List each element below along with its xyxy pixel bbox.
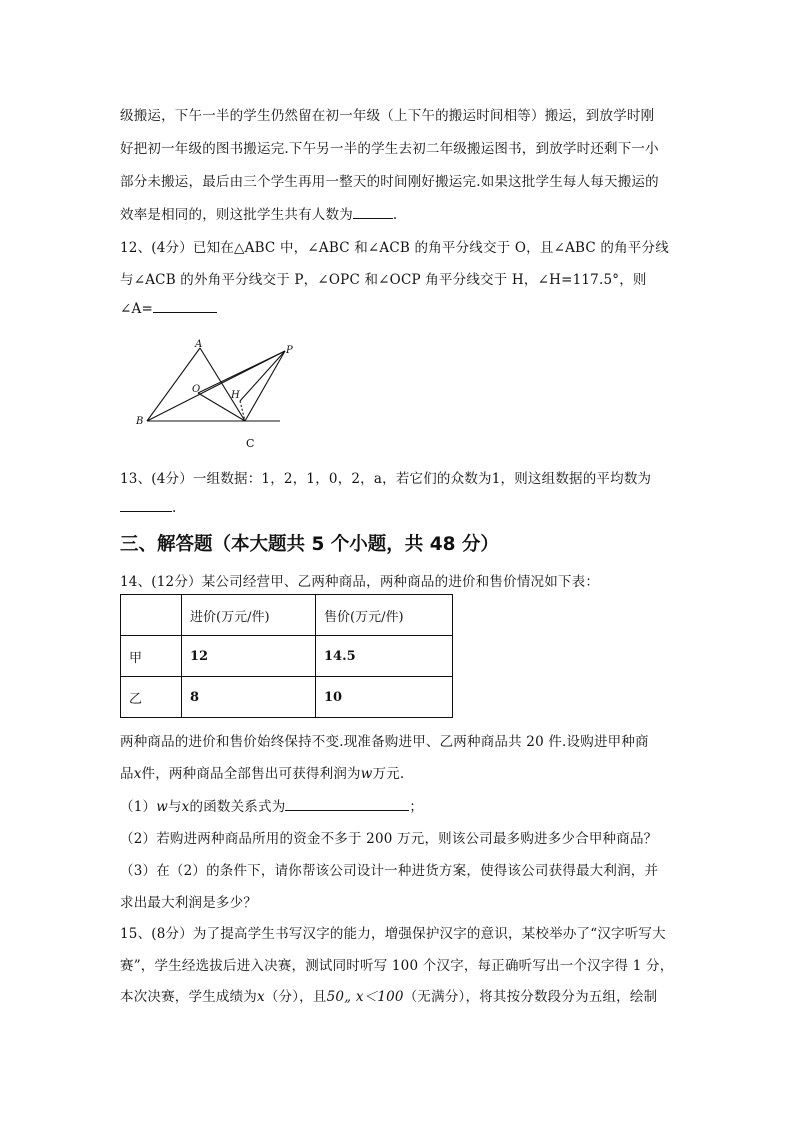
table-header-row bbox=[121, 595, 453, 636]
segment-OP bbox=[198, 351, 285, 393]
period: . bbox=[392, 207, 398, 223]
segment-AC bbox=[200, 348, 245, 421]
variable-x: x bbox=[133, 766, 142, 782]
q12-line bbox=[120, 300, 217, 317]
q13-line bbox=[120, 499, 177, 516]
paragraph-line bbox=[120, 203, 397, 223]
table-cell: 甲 bbox=[121, 636, 182, 677]
paragraph-line: 好把初一年级的图书搬运完.下午另一半的学生去初二年级搬运图书，到放学时还剩下一小 bbox=[120, 141, 659, 157]
answer-blank bbox=[353, 206, 393, 219]
q14-part1: （1）w与x的函数关系式为 ； bbox=[120, 799, 424, 815]
table-row bbox=[121, 636, 453, 677]
triangle-figure bbox=[130, 335, 310, 455]
table-header: 进价(万元/件) bbox=[182, 595, 316, 636]
table-cell: 12 bbox=[182, 636, 316, 677]
label-C: C bbox=[246, 437, 255, 450]
label-A: A bbox=[195, 339, 203, 350]
score-range: 50„ x＜100 bbox=[326, 989, 404, 1005]
q15-line: 15、(8分）为了提高学生书写汉字的能力，增强保护汉字的意识，某校举办了“汉字听写大 bbox=[120, 926, 666, 942]
q14-part3: 求出最大利润是多少？ bbox=[120, 895, 257, 911]
segment-HP bbox=[240, 351, 285, 401]
q14-intro: 14、(12分）某公司经营甲、乙两种商品，两种商品的进价和售价情况如下表： bbox=[120, 574, 600, 590]
q13-line: 13、(4分）一组数据：1，2，1，0，2，a，若它们的众数为1，则这组数据的平均数为 bbox=[120, 471, 652, 487]
table-header bbox=[121, 595, 182, 636]
paragraph-line: 级搬运，下午一半的学生仍然留在初一年级（上下午的搬运时间相等）搬运，到放学时刚 bbox=[120, 108, 655, 124]
period: . bbox=[172, 500, 177, 516]
q14-part2: （2）若购进两种商品所用的资金不多于 200 万元，则该公司最多购进多少合甲种商品？ bbox=[120, 831, 658, 847]
table-cell: 乙 bbox=[121, 677, 182, 718]
variable-w: w bbox=[360, 766, 373, 782]
answer-blank bbox=[153, 300, 217, 313]
q12-line: 与∠ACB 的外角平分线交于 P，∠OPC 和∠OCP 角平分线交于 H，∠H=117.5°，则 bbox=[120, 272, 647, 288]
table-cell: 14.5 bbox=[316, 636, 453, 677]
label-B: B bbox=[136, 416, 144, 427]
label-O: O bbox=[192, 384, 201, 395]
q14-part3: （3）在（2）的条件下，请你帮该公司设计一种进货方案，使得该公司获得最大利润，并 bbox=[120, 863, 659, 879]
q14-text: 两种商品的进价和售价始终保持不变.现准备购进甲、乙两种商品共 20 件.设购进甲种商 bbox=[120, 734, 649, 750]
section-heading: 三、解答题（本大题共 5 个小题，共 48 分） bbox=[120, 534, 499, 555]
label-P: P bbox=[286, 345, 293, 356]
question-text: ∠A= bbox=[120, 301, 153, 317]
q14-text: 品x件，两种商品全部售出可获得利润为w万元. bbox=[120, 766, 405, 782]
table-cell: 8 bbox=[182, 677, 316, 718]
table-cell: 10 bbox=[316, 677, 453, 718]
q15-line: 本次决赛，学生成绩为x（分），且50„ x＜100（无满分），将其按分数段分为五组，绘制 bbox=[120, 989, 658, 1005]
q15-line: 赛”，学生经选拔后进入决赛，测试同时听写 100 个汉字，每正确听写出一个汉字得 1 分， bbox=[120, 958, 674, 974]
price-table bbox=[120, 594, 453, 718]
table-header: 售价(万元/件) bbox=[316, 595, 453, 636]
paragraph-line: 部分未搬运，最后由三个学生再用一整天的时间刚好搬运完.如果这批学生每人每天搬运的 bbox=[120, 174, 659, 190]
table-row bbox=[121, 677, 453, 718]
label-H: H bbox=[231, 390, 240, 401]
answer-blank bbox=[285, 798, 409, 811]
q12-line: 12、(4分）已知在△ABC 中，∠ABC 和∠ACB 的角平分线交于 O，且∠ABC 的角平分线 bbox=[120, 240, 669, 256]
question-text: 效率是相同的，则这批学生共有人数为 bbox=[120, 207, 353, 223]
answer-blank bbox=[120, 499, 172, 512]
